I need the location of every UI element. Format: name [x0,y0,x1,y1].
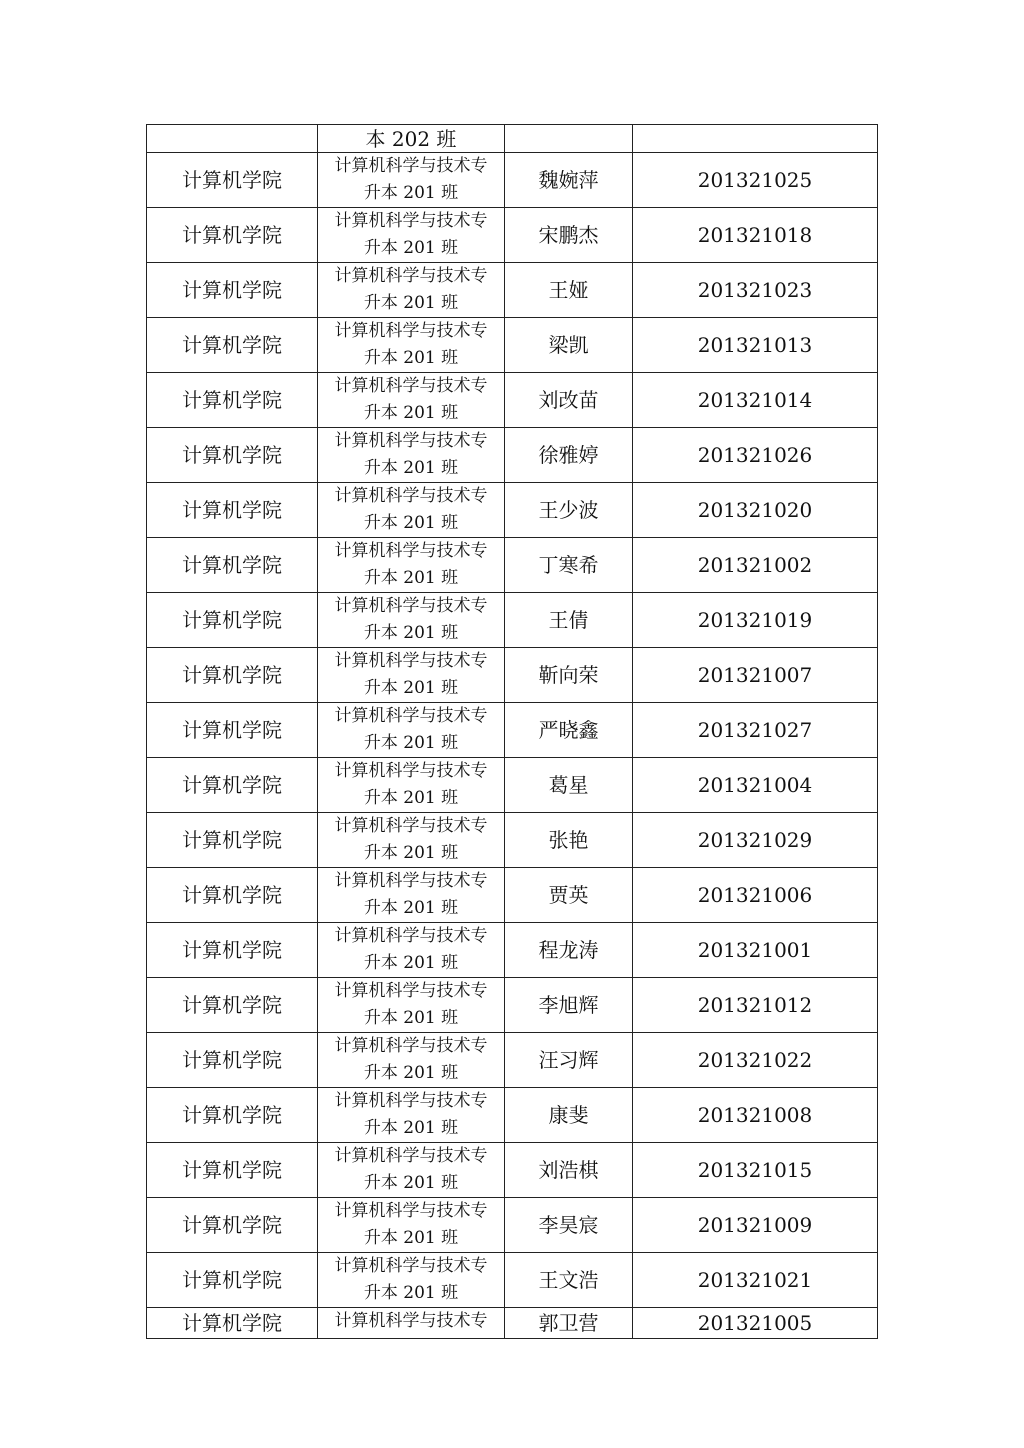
table-row [147,538,878,593]
class-cell [318,318,505,373]
college-cell: 计算机学院 [147,813,318,868]
class-line-2: 升本 201 班 [363,953,459,973]
table-row [147,125,878,153]
class-line-2: 升本 201 班 [363,293,459,313]
class-line-1: 计算机科学与技术专 [334,651,488,671]
student-id-cell: 201321004 [633,758,878,813]
class-cell [318,153,505,208]
student-name-cell: 宋鹏杰 [505,208,633,263]
student-id-cell: 201321025 [633,153,878,208]
class-line-1: 计算机科学与技术专 [334,266,488,286]
student-id-cell: 201321013 [633,318,878,373]
student-id-cell: 201321023 [633,263,878,318]
student-id-cell: 201321001 [633,923,878,978]
class-cell [318,125,505,153]
class-cell [318,483,505,538]
table-row [147,813,878,868]
student-roster-table [146,124,878,1339]
student-name-cell: 贾英 [505,868,633,923]
college-cell: 计算机学院 [147,1033,318,1088]
class-line-2: 升本 201 班 [363,898,459,918]
student-name-cell: 郭卫营 [505,1308,633,1339]
class-line-2: 升本 201 班 [363,843,459,863]
college-cell: 计算机学院 [147,1253,318,1308]
college-cell: 计算机学院 [147,923,318,978]
class-line-2: 升本 201 班 [363,1283,459,1303]
class-cell [318,978,505,1033]
table-row [147,1033,878,1088]
student-name-cell: 张艳 [505,813,633,868]
class-line-1: 计算机科学与技术专 [334,431,488,451]
student-id-cell: 201321005 [633,1308,878,1339]
class-cell [318,1198,505,1253]
college-cell: 计算机学院 [147,428,318,483]
student-name-cell: 刘浩棋 [505,1143,633,1198]
college-cell: 计算机学院 [147,208,318,263]
class-line-1: 计算机科学与技术专 [334,1256,488,1276]
table-row [147,1088,878,1143]
college-cell: 计算机学院 [147,318,318,373]
class-cell [318,923,505,978]
student-id-cell: 201321021 [633,1253,878,1308]
class-line-2: 升本 201 班 [363,1008,459,1028]
class-cell [318,1253,505,1308]
class-line-2: 升本 201 班 [363,403,459,423]
college-cell: 计算机学院 [147,1308,318,1339]
class-line-2: 升本 201 班 [363,458,459,478]
class-line-1: 计算机科学与技术专 [334,1201,488,1221]
college-cell: 计算机学院 [147,648,318,703]
student-name-cell [505,125,633,153]
class-cell [318,538,505,593]
class-line-1: 计算机科学与技术专 [334,321,488,341]
table-row [147,428,878,483]
class-cell [318,648,505,703]
class-line-1: 计算机科学与技术专 [334,1091,488,1111]
class-line-1: 计算机科学与技术专 [334,156,488,176]
table-row [147,593,878,648]
class-line-2: 升本 201 班 [363,348,459,368]
student-name-cell: 刘改苗 [505,373,633,428]
table-row [147,703,878,758]
class-cell [318,1143,505,1198]
class-line-1: 计算机科学与技术专 [334,596,488,616]
table-row [147,208,878,263]
class-line-2: 升本 201 班 [363,1118,459,1138]
class-line-1: 计算机科学与技术专 [334,706,488,726]
student-name-cell: 王少波 [505,483,633,538]
college-cell: 计算机学院 [147,978,318,1033]
student-name-cell: 康斐 [505,1088,633,1143]
roster-body [147,125,878,1339]
student-id-cell: 201321018 [633,208,878,263]
student-name-cell: 严晓鑫 [505,703,633,758]
class-cell [318,868,505,923]
student-id-cell: 201321027 [633,703,878,758]
class-line-2: 升本 201 班 [363,238,459,258]
class-line-2: 升本 201 班 [363,733,459,753]
table-row [147,373,878,428]
student-name-cell: 程龙涛 [505,923,633,978]
class-line-1: 计算机科学与技术专 [334,211,488,231]
table-row [147,758,878,813]
class-line-2: 升本 201 班 [363,1173,459,1193]
class-line-2: 升本 201 班 [363,623,459,643]
student-name-cell: 梁凯 [505,318,633,373]
class-line-1: 计算机科学与技术专 [334,816,488,836]
college-cell: 计算机学院 [147,153,318,208]
college-cell: 计算机学院 [147,483,318,538]
student-id-cell: 201321006 [633,868,878,923]
class-line-1: 计算机科学与技术专 [334,541,488,561]
college-cell [147,125,318,153]
table-row [147,483,878,538]
table-row [147,868,878,923]
student-id-cell: 201321022 [633,1033,878,1088]
table-row [147,923,878,978]
class-line-2: 升本 201 班 [363,568,459,588]
class-cell [318,593,505,648]
class-cell [318,373,505,428]
table-row [147,318,878,373]
table-row [147,1253,878,1308]
student-id-cell [633,125,878,153]
student-id-cell: 201321002 [633,538,878,593]
college-cell: 计算机学院 [147,593,318,648]
class-cell [318,1308,505,1339]
student-id-cell: 201321014 [633,373,878,428]
class-line-2: 本 202 班 [365,126,457,151]
student-name-cell: 王倩 [505,593,633,648]
class-line-1: 计算机科学与技术专 [334,486,488,506]
student-id-cell: 201321026 [633,428,878,483]
student-name-cell: 汪习辉 [505,1033,633,1088]
table-row [147,978,878,1033]
student-id-cell: 201321009 [633,1198,878,1253]
class-cell [318,1033,505,1088]
student-id-cell: 201321029 [633,813,878,868]
class-line-2: 升本 201 班 [363,1228,459,1248]
table-row [147,648,878,703]
class-line-2: 升本 201 班 [363,1063,459,1083]
class-line-2: 升本 201 班 [363,678,459,698]
college-cell: 计算机学院 [147,263,318,318]
class-cell [318,208,505,263]
student-name-cell: 靳向荣 [505,648,633,703]
table-row [147,1198,878,1253]
student-id-cell: 201321019 [633,593,878,648]
student-id-cell: 201321015 [633,1143,878,1198]
class-cell [318,263,505,318]
class-line-1: 计算机科学与技术专 [334,926,488,946]
student-name-cell: 魏婉萍 [505,153,633,208]
class-cell [318,813,505,868]
class-line-2: 升本 201 班 [363,183,459,203]
student-name-cell: 徐雅婷 [505,428,633,483]
class-line-1: 计算机科学与技术专 [334,871,488,891]
class-cell [318,428,505,483]
student-id-cell: 201321012 [633,978,878,1033]
table-row [147,263,878,318]
student-name-cell: 李昊宸 [505,1198,633,1253]
student-name-cell: 李旭辉 [505,978,633,1033]
class-cell [318,703,505,758]
college-cell: 计算机学院 [147,758,318,813]
college-cell: 计算机学院 [147,1088,318,1143]
table-row [147,1308,878,1339]
class-cell [318,758,505,813]
class-cell [318,1088,505,1143]
student-name-cell: 葛星 [505,758,633,813]
class-line-1: 计算机科学与技术专 [334,1036,488,1056]
student-name-cell: 丁寒希 [505,538,633,593]
table-row [147,153,878,208]
college-cell: 计算机学院 [147,703,318,758]
college-cell: 计算机学院 [147,373,318,428]
table-row [147,1143,878,1198]
class-line-1: 计算机科学与技术专 [334,376,488,396]
student-id-cell: 201321007 [633,648,878,703]
student-name-cell: 王文浩 [505,1253,633,1308]
student-id-cell: 201321020 [633,483,878,538]
college-cell: 计算机学院 [147,1143,318,1198]
class-line-1: 计算机科学与技术专 [334,981,488,1001]
college-cell: 计算机学院 [147,538,318,593]
college-cell: 计算机学院 [147,1198,318,1253]
student-name-cell: 王娅 [505,263,633,318]
class-line-2: 升本 201 班 [363,513,459,533]
class-line-1: 计算机科学与技术专 [334,761,488,781]
class-line-2: 升本 201 班 [363,788,459,808]
student-id-cell: 201321008 [633,1088,878,1143]
class-line-1: 计算机科学与技术专 [334,1146,488,1166]
class-line-1: 计算机科学与技术专 [334,1311,488,1331]
college-cell: 计算机学院 [147,868,318,923]
